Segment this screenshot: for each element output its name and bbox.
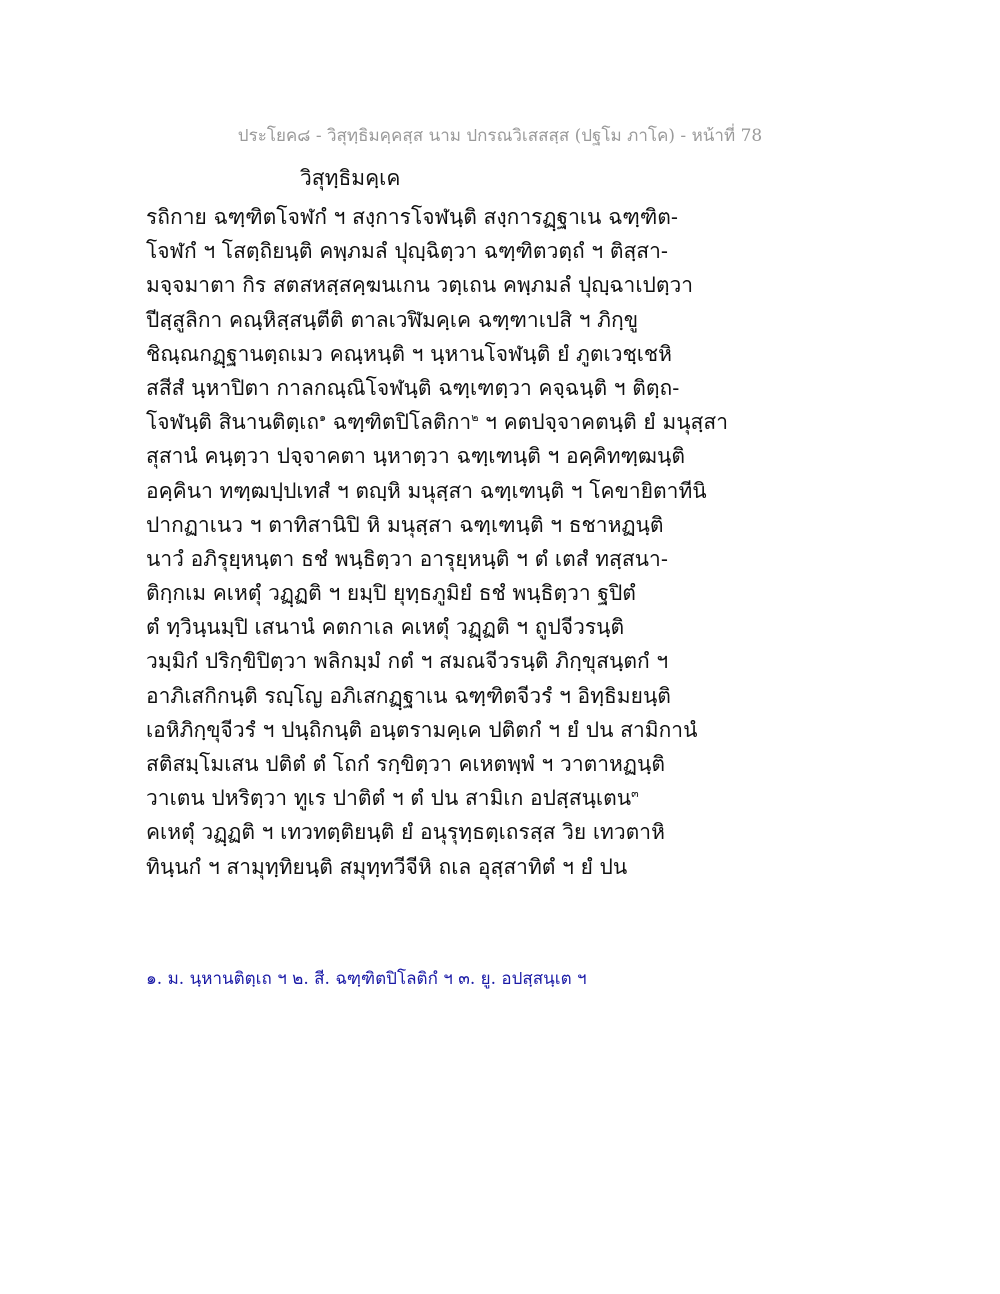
body-line-text: สสีสํ นฺหาปิตา กาลกณฺณิโจฬนฺติ ฉฑฺเฑตฺวา คจฺฉนฺติ ฯ ติตฺถ- — [146, 375, 680, 400]
body-line-text-with-footnote-marks — [146, 410, 728, 434]
body-line: สุสานํ คนฺตฺวา ปจฺจาคตา นฺหาตฺวา ฉฑฺเฑนฺติ ฯ อคฺคิทฑฺฒนฺติ — [146, 444, 685, 469]
body-line: สติสมฺโมเสน ปติตํ ตํ โถกํ รกฺขิตฺวา คเหตพฺพํ ฯ วาตาหฏนฺติ — [146, 752, 665, 776]
body-line-segment: โจฬนฺติ สินานติตฺเถ — [146, 410, 320, 435]
body-line: โจฬกํ ฯ โสตฺถิยนฺติ คพฺภมลํ ปุญฺฉิตฺวา ฉฑฺฑิตวตฺถํ ฯ ติสฺสา- — [146, 239, 669, 264]
running-header: ประโยค๘ - วิสุทฺธิมคฺคสฺส นาม ปกรณวิเสสสฺส (ปฐโม ภาโค) - หน้าที่ 78 — [237, 126, 763, 146]
body-line: เอหิภิกฺขุจีวรํ ฯ ปนฺถิกนฺติ อนฺตรามคฺเค ปติตกํ ฯ ยํ ปน สามิกานํ — [146, 717, 698, 742]
footnote-mark: ๒ — [471, 411, 479, 425]
body-line — [146, 781, 846, 815]
body-line: มจฺจมาตา กิร สตสหสฺสคฺฆนเกน วตฺเถน คพฺภมลํ ปุญฺฉาเปตฺวา — [146, 273, 694, 298]
body-line: ชิณฺณกฏฺฐานตฺถเมว คณฺหนฺติ ฯ นฺหานโจฬนฺติ ยํ ภูตเวชฺเชหิ — [146, 341, 673, 366]
body-line-text: วาเตน ปหริตฺวา ทูเร ปาติตํ ฯ ตํ ปน สามิเก อปสฺสนฺเตน — [146, 786, 632, 811]
footnote-mark: ๓ — [631, 787, 639, 801]
body-text — [146, 200, 846, 884]
body-line: อาภิเสกิกนฺติ รญฺโญ อภิเสกฏฺฐาเน ฉฑฺฑิตจีวรํ ฯ อิทฺธิมยนฺติ — [146, 683, 671, 708]
body-line: คเหตุํ วฏฺฏติ ฯ เทวทตฺติยนฺติ ยํ อนุรุทฺธตฺเถรสฺส วิย เทวตาหิ — [146, 820, 665, 845]
footnote: ๑. ม. นฺหานติตฺเถ ฯ ๒. สี. ฉฑฺฑิตปิโลติกํ ฯ ๓. ยู. อปสฺสนฺเต ฯ — [146, 969, 587, 989]
body-line: รถิกาย ฉฑฺฑิตโจฬกํ ฯ สงฺการโจฬนฺติ สงฺการฏฺฐาเน ฉฑฺฑิต- — [146, 205, 678, 229]
body-line: นาวํ อภิรุยฺหนฺตา ธชํ พนฺธิตฺวา อารุยฺหนฺติ ฯ ตํ เตสํ ทสฺสนา- — [146, 546, 668, 571]
body-line — [146, 371, 846, 405]
body-line: ปีสฺสูลิกา คณฺหิสฺสนฺตีติ ตาลเวฬิมคฺเค ฉฑฺฑาเปสิ ฯ ภิกฺขู — [146, 307, 639, 332]
body-line: วมฺมิกํ ปริกฺขิปิตฺวา พลิกมฺมํ กตํ ฯ สมณจีวรนฺติ ภิกฺขุสนฺตกํ ฯ — [146, 649, 669, 674]
footnote-mark: ๑ — [319, 411, 327, 425]
body-line — [146, 405, 846, 439]
body-line-segment: ฉฑฺฑิตปิโลติกา — [326, 410, 472, 435]
body-line: อคฺคินา ทฑฺฒปฺปเทสํ ฯ ตญฺหิ มนุสฺสา ฉฑฺเฑนฺติ ฯ โคขายิตาทีนิ — [146, 478, 707, 503]
body-line: ทินฺนกํ ฯ สามุทฺทิยนฺติ สมุทฺทวีจีหิ ถเล อุสฺสาทิตํ ฯ ยํ ปน — [146, 854, 628, 879]
section-title: วิสุทฺธิมคฺเค — [300, 166, 401, 190]
body-line: ตํ ทฺวินฺนมฺปิ เสนานํ คตกาเล คเหตุํ วฏฺฏติ ฯ ถูปจีวรนฺติ — [146, 615, 625, 640]
body-line-segment: ฯ คตปจฺจาคตนฺติ ยํ มนุสฺสา — [478, 410, 728, 435]
body-line: ปากฏาเนว ฯ ตาทิสานิปิ หิ มนุสฺสา ฉฑฺเฑนฺติ ฯ ธชาหฏนฺติ — [146, 512, 664, 537]
body-line: ติกฺกเม คเหตุํ วฏฺฏติ ฯ ยมฺปิ ยุทฺธภูมิยํ ธชํ พนฺธิตฺวา ฐปิตํ — [146, 581, 636, 606]
